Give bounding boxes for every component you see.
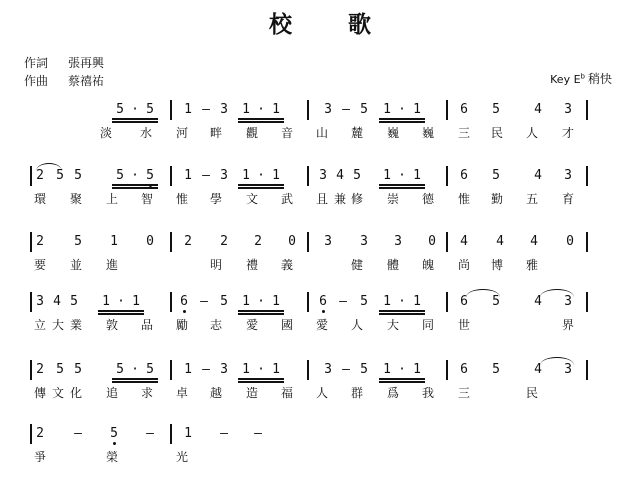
lyric-char: 福 — [280, 386, 293, 400]
lyric-char: 惟 — [457, 192, 470, 206]
beam-line — [98, 310, 144, 312]
beam-line — [379, 378, 425, 380]
score-line — [0, 232, 640, 290]
beam-line — [112, 118, 158, 120]
tempo-marking: 稍快 — [587, 72, 612, 86]
note: 1 — [242, 294, 250, 309]
note: — — [342, 362, 350, 377]
beam-line — [379, 121, 425, 123]
note: 0 — [288, 234, 296, 249]
lyric-char: 健 — [350, 258, 363, 272]
lyric-char: 愛 — [315, 318, 328, 332]
beam-line — [112, 121, 158, 123]
barline — [586, 292, 588, 312]
note: 5 — [492, 362, 500, 377]
note: 5 — [56, 362, 64, 377]
lyric-char: 惟 — [175, 192, 188, 206]
note: 6 — [460, 168, 468, 183]
note: 4 — [336, 168, 344, 183]
lyric-char: 體 — [386, 258, 399, 272]
note: 5 — [56, 168, 64, 183]
note: 2 — [254, 234, 262, 249]
note: 6 — [319, 294, 327, 309]
lyric-char: 越 — [209, 386, 222, 400]
barline — [446, 100, 448, 120]
note: · — [257, 362, 265, 377]
note: 3 — [324, 362, 332, 377]
note: · — [257, 168, 265, 183]
barline — [307, 166, 309, 186]
note: 6 — [460, 102, 468, 117]
lyric-char: 卓 — [175, 386, 188, 400]
lyric-char: 上 — [105, 192, 118, 206]
key-flat: b — [580, 72, 585, 81]
score-line — [0, 292, 640, 350]
beam-line — [112, 378, 158, 380]
note: 5 — [74, 234, 82, 249]
lyric-char: 大 — [386, 318, 399, 332]
note: 1 — [272, 168, 280, 183]
note: · — [131, 168, 139, 183]
note: 5 — [492, 168, 500, 183]
barline — [30, 232, 32, 252]
beam-line — [238, 184, 284, 186]
lyric-char: 德 — [421, 192, 434, 206]
note: — — [254, 426, 262, 441]
note: — — [339, 294, 347, 309]
barline — [30, 166, 32, 186]
barline — [307, 100, 309, 120]
composer-name: 蔡禧祐 — [68, 74, 105, 88]
lyric-char: 立 — [33, 318, 46, 332]
lyric-char: 博 — [490, 258, 503, 272]
note: 2 — [36, 168, 44, 183]
lyric-char: 進 — [105, 258, 118, 272]
beam-line — [112, 187, 158, 189]
lyric-char: 魄 — [421, 258, 434, 272]
note: · — [398, 362, 406, 377]
note: · — [131, 102, 139, 117]
lyric-char: 修 — [350, 192, 363, 206]
note: 1 — [383, 102, 391, 117]
note: · — [398, 102, 406, 117]
beam-line — [238, 118, 284, 120]
note: · — [257, 102, 265, 117]
note: 3 — [319, 168, 327, 183]
note: 6 — [180, 294, 188, 309]
score-line — [0, 100, 640, 158]
composer-label: 作曲 — [24, 74, 49, 88]
lyric-char: 追 — [105, 386, 118, 400]
note: — — [202, 168, 210, 183]
lyric-char: 爲 — [386, 386, 399, 400]
note: 5 — [146, 168, 154, 183]
note: — — [220, 426, 228, 441]
barline — [586, 100, 588, 120]
note: 1 — [272, 102, 280, 117]
note: 1 — [184, 102, 192, 117]
note: 5 — [116, 362, 124, 377]
lyric-char: 五 — [525, 192, 538, 206]
lyric-char: 河 — [175, 126, 188, 140]
lyric-char: 品 — [140, 318, 153, 332]
lyric-char: 聚 — [69, 192, 82, 206]
octave-dot — [149, 184, 152, 187]
note: · — [398, 168, 406, 183]
note: — — [146, 426, 154, 441]
barline — [307, 232, 309, 252]
beam-line — [379, 118, 425, 120]
lyric-char: 爭 — [33, 450, 46, 464]
note: 5 — [146, 102, 154, 117]
lyric-char: 人 — [350, 318, 363, 332]
note: 4 — [53, 294, 61, 309]
note: — — [74, 426, 82, 441]
barline — [446, 360, 448, 380]
note: 5 — [360, 102, 368, 117]
note: 3 — [564, 102, 572, 117]
lyric-char: 巍 — [421, 126, 434, 140]
lyric-char: 榮 — [105, 450, 118, 464]
note: · — [257, 294, 265, 309]
note: 6 — [460, 362, 468, 377]
lyric-char: 觀 — [245, 126, 258, 140]
note: — — [202, 102, 210, 117]
tie-arc — [36, 163, 62, 171]
note: 3 — [324, 234, 332, 249]
lyric-char: 山 — [315, 126, 328, 140]
lyric-char: 且 — [315, 192, 328, 206]
lyric-char: 淡 — [99, 126, 112, 140]
note: · — [117, 294, 125, 309]
lyric-char: 才 — [561, 126, 574, 140]
lyric-char: 大 — [51, 318, 64, 332]
note: — — [342, 102, 350, 117]
note: 5 — [492, 102, 500, 117]
note: 5 — [110, 426, 118, 441]
note: 3 — [394, 234, 402, 249]
barline — [446, 166, 448, 186]
lyric-char: 敦 — [105, 318, 118, 332]
note: 5 — [116, 168, 124, 183]
note: · — [131, 362, 139, 377]
lyricist-credit — [24, 54, 104, 71]
beam-line — [238, 381, 284, 383]
beam-line — [238, 313, 284, 315]
note: 5 — [360, 294, 368, 309]
note: 3 — [36, 294, 44, 309]
lyric-char: 同 — [421, 318, 434, 332]
note: 1 — [184, 168, 192, 183]
note: 5 — [116, 102, 124, 117]
barline — [586, 232, 588, 252]
note: 1 — [413, 168, 421, 183]
note: 0 — [146, 234, 154, 249]
lyric-char: 巍 — [386, 126, 399, 140]
lyric-char: 勵 — [175, 318, 188, 332]
lyric-char: 求 — [140, 386, 153, 400]
note: 4 — [496, 234, 504, 249]
lyric-char: 勤 — [490, 192, 503, 206]
octave-dot — [113, 442, 116, 445]
lyric-char: 明 — [209, 258, 222, 272]
lyric-char: 智 — [140, 192, 153, 206]
note: 1 — [242, 168, 250, 183]
barline — [446, 292, 448, 312]
note: 1 — [272, 294, 280, 309]
note: 1 — [242, 362, 250, 377]
note: 5 — [220, 294, 228, 309]
barline — [170, 232, 172, 252]
note: 4 — [460, 234, 468, 249]
note: 1 — [383, 294, 391, 309]
beam-line — [238, 310, 284, 312]
note: 4 — [530, 234, 538, 249]
beam-line — [379, 187, 425, 189]
score-line — [0, 424, 640, 482]
score-line — [0, 166, 640, 224]
note: — — [202, 362, 210, 377]
barline — [170, 100, 172, 120]
lyric-char: 國 — [280, 318, 293, 332]
tie-arc — [466, 289, 500, 297]
note: 5 — [360, 362, 368, 377]
note: 4 — [534, 294, 542, 309]
lyric-char: 雅 — [525, 258, 538, 272]
lyric-char: 要 — [33, 258, 46, 272]
beam-line — [379, 310, 425, 312]
composer-credit — [24, 72, 104, 89]
beam-line — [379, 184, 425, 186]
lyric-char: 化 — [69, 386, 82, 400]
note: 4 — [534, 168, 542, 183]
barline — [170, 292, 172, 312]
lyric-char: 文 — [51, 386, 64, 400]
lyric-char: 民 — [490, 126, 503, 140]
lyric-char: 並 — [69, 258, 82, 272]
note: 1 — [132, 294, 140, 309]
barline — [170, 360, 172, 380]
note: 5 — [74, 362, 82, 377]
lyric-char: 禮 — [245, 258, 258, 272]
lyric-char: 水 — [139, 126, 152, 140]
note: 1 — [184, 362, 192, 377]
note: 1 — [413, 294, 421, 309]
octave-dot — [322, 310, 325, 313]
note: 1 — [242, 102, 250, 117]
note: 2 — [220, 234, 228, 249]
beam-line — [238, 121, 284, 123]
lyric-char: 學 — [209, 192, 222, 206]
lyric-char: 界 — [561, 318, 574, 332]
barline — [170, 166, 172, 186]
lyric-char: 傳 — [33, 386, 46, 400]
tie-arc — [540, 289, 574, 297]
lyric-char: 育 — [561, 192, 574, 206]
note: 1 — [383, 168, 391, 183]
lyric-char: 人 — [525, 126, 538, 140]
song-title: 校 歌 — [268, 11, 395, 38]
lyric-char: 民 — [525, 386, 538, 400]
note: 2 — [36, 426, 44, 441]
note: 3 — [220, 102, 228, 117]
note: 1 — [383, 362, 391, 377]
note: 3 — [220, 362, 228, 377]
lyric-char: 兼 — [333, 192, 346, 206]
lyric-char: 業 — [69, 318, 82, 332]
lyric-char: 群 — [350, 386, 363, 400]
lyric-char: 人 — [315, 386, 328, 400]
note: 2 — [36, 362, 44, 377]
note: 6 — [460, 294, 468, 309]
lyricist-name: 張再興 — [68, 56, 105, 70]
note: 3 — [360, 234, 368, 249]
lyric-char: 文 — [245, 192, 258, 206]
barline — [446, 232, 448, 252]
beam-line — [112, 381, 158, 383]
lyric-char: 世 — [457, 318, 470, 332]
lyric-char: 愛 — [245, 318, 258, 332]
key-prefix: Key E — [550, 73, 581, 86]
barline — [30, 424, 32, 444]
lyric-char: 三 — [457, 386, 470, 400]
lyric-char: 三 — [457, 126, 470, 140]
tie-arc — [540, 357, 574, 365]
beam-line — [98, 313, 144, 315]
barline — [170, 424, 172, 444]
barline — [307, 292, 309, 312]
beam-line — [379, 313, 425, 315]
barline — [307, 360, 309, 380]
beam-line — [238, 378, 284, 380]
lyric-char: 環 — [33, 192, 46, 206]
lyric-char: 光 — [175, 450, 188, 464]
lyric-char: 尚 — [457, 258, 470, 272]
lyric-char: 麓 — [350, 126, 363, 140]
note: 5 — [492, 294, 500, 309]
barline — [586, 166, 588, 186]
note: 4 — [534, 362, 542, 377]
key-signature — [550, 70, 612, 87]
note: · — [398, 294, 406, 309]
note: 5 — [74, 168, 82, 183]
beam-line — [379, 381, 425, 383]
note: 1 — [272, 362, 280, 377]
note: 1 — [413, 102, 421, 117]
note: 5 — [353, 168, 361, 183]
note: — — [200, 294, 208, 309]
barline — [586, 360, 588, 380]
note: 3 — [564, 362, 572, 377]
lyricist-label: 作詞 — [24, 56, 49, 70]
note: 1 — [413, 362, 421, 377]
note: 5 — [146, 362, 154, 377]
note: 5 — [70, 294, 78, 309]
lyric-char: 義 — [280, 258, 293, 272]
barline — [30, 360, 32, 380]
lyric-char: 志 — [209, 318, 222, 332]
note: 4 — [534, 102, 542, 117]
note: 2 — [184, 234, 192, 249]
lyric-char: 我 — [421, 386, 434, 400]
note: 3 — [564, 168, 572, 183]
lyric-char: 崇 — [386, 192, 399, 206]
note: 0 — [428, 234, 436, 249]
octave-dot — [183, 310, 186, 313]
note: 1 — [110, 234, 118, 249]
beam-line — [238, 187, 284, 189]
lyric-char: 武 — [280, 192, 293, 206]
note: 0 — [566, 234, 574, 249]
note: 3 — [564, 294, 572, 309]
barline — [30, 292, 32, 312]
lyric-char: 音 — [280, 126, 293, 140]
note: 2 — [36, 234, 44, 249]
note: 3 — [220, 168, 228, 183]
score-line — [0, 360, 640, 418]
note: 1 — [184, 426, 192, 441]
lyric-char: 造 — [245, 386, 258, 400]
lyric-char: 畔 — [209, 126, 222, 140]
note: 3 — [324, 102, 332, 117]
note: 1 — [102, 294, 110, 309]
